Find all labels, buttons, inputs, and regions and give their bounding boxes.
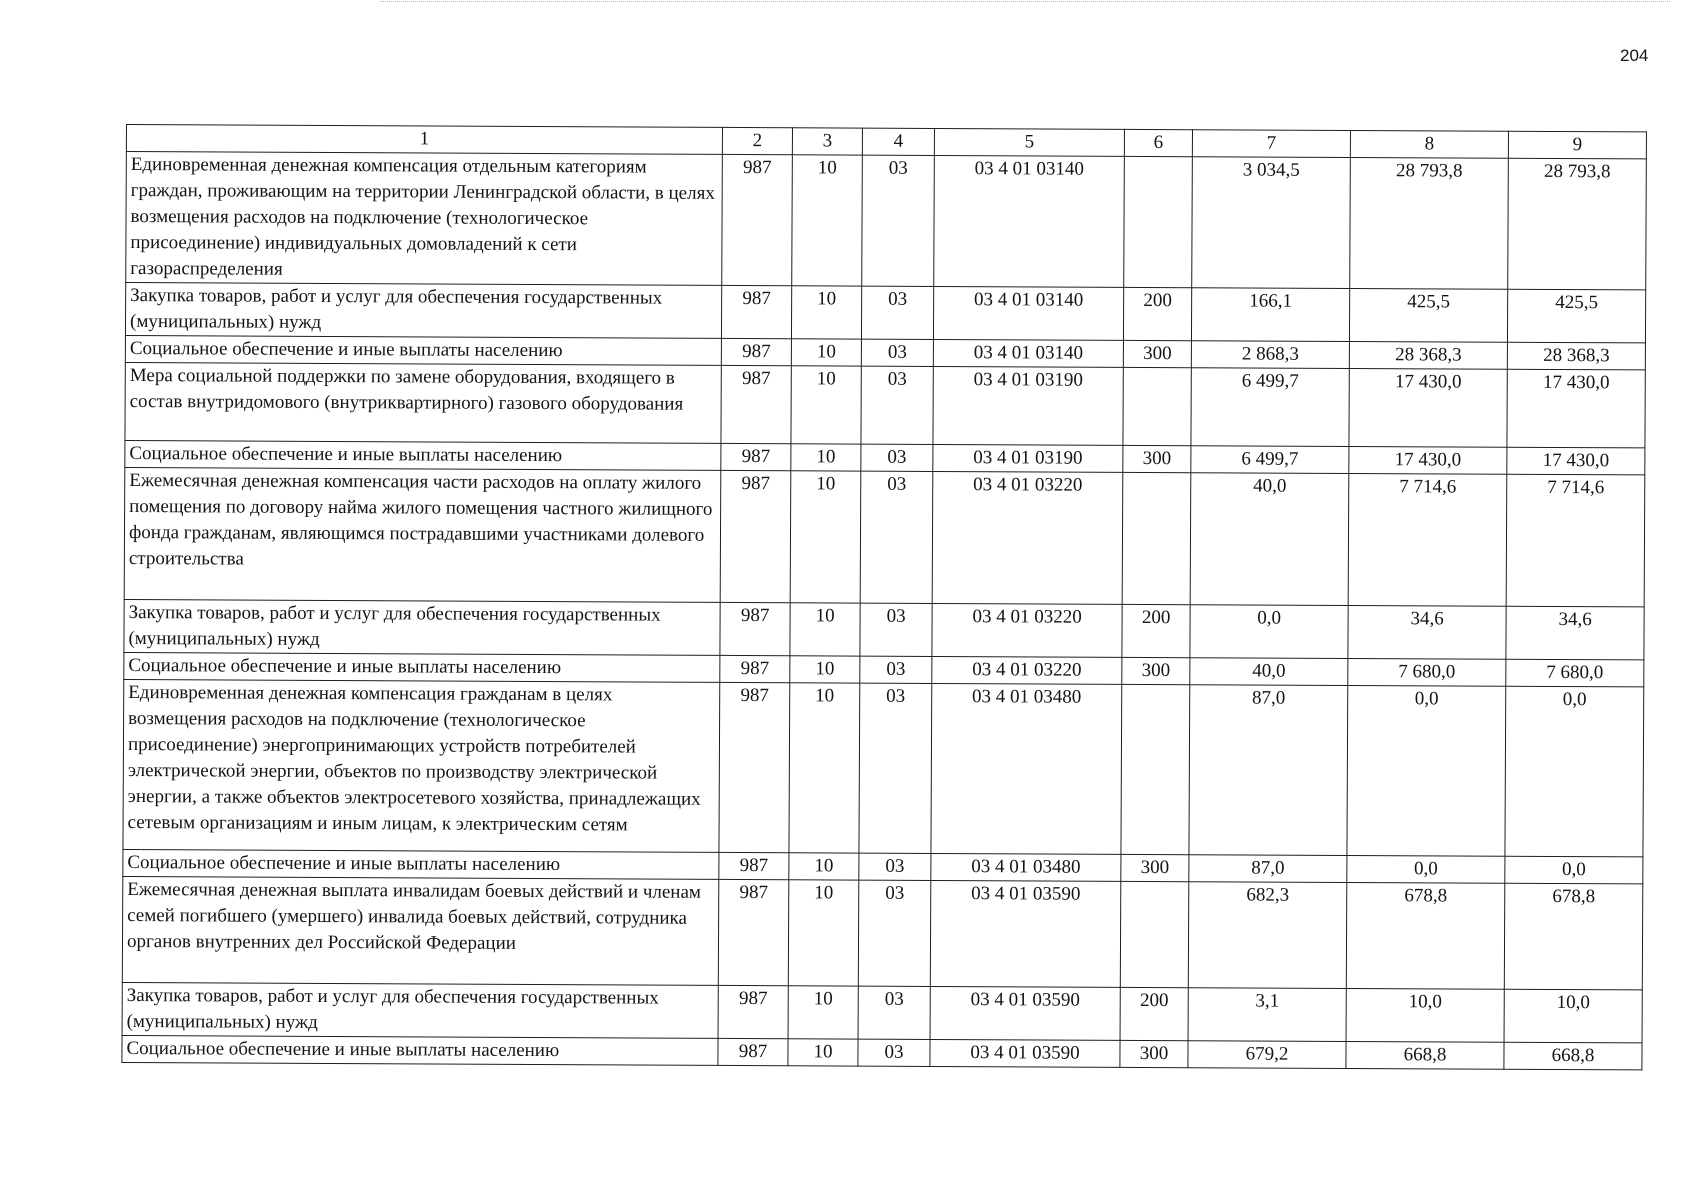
target-article-cell: 03 4 01 03590 — [930, 1039, 1120, 1067]
column-header: 3 — [792, 128, 862, 155]
amount-2025-cell: 425,5 — [1349, 288, 1507, 342]
section-cell: 10 — [792, 155, 863, 286]
amount-2024-cell: 6 499,7 — [1191, 446, 1349, 474]
subsection-cell: 03 — [861, 286, 933, 339]
subsection-cell: 03 — [861, 444, 933, 471]
amount-2026-cell: 17 430,0 — [1507, 447, 1645, 475]
amount-2024-cell: 3 034,5 — [1192, 157, 1351, 289]
section-cell: 10 — [790, 471, 861, 603]
amount-2025-cell: 28 368,3 — [1349, 341, 1507, 369]
expense-type-cell: 300 — [1122, 657, 1190, 684]
admin-code-cell: 987 — [721, 338, 791, 365]
amount-2026-cell: 7 714,6 — [1506, 474, 1645, 607]
target-article-cell: 03 4 01 03480 — [931, 853, 1121, 881]
target-article-cell: 03 4 01 03140 — [933, 286, 1123, 340]
row-description-cell: Социальное обеспечение и иные выплаты населению — [122, 1035, 718, 1065]
amount-2025-cell: 28 793,8 — [1350, 157, 1509, 289]
expense-type-cell — [1120, 881, 1189, 987]
target-article-cell: 03 4 01 03220 — [932, 471, 1123, 604]
budget-table — [121, 124, 1647, 1070]
table-row — [123, 679, 1644, 856]
amount-2026-cell: 668,8 — [1504, 1042, 1642, 1070]
column-header: 4 — [862, 128, 934, 155]
row-description-cell: Единовременная денежная компенсация отдельным категориям граждан, проживающим на территории Ленинградской области, в целях возмещения расходов на подключение (технологическое присоединение) индивидуальных домовладений к сети газораспределения — [126, 152, 723, 286]
expense-type-cell — [1121, 684, 1190, 854]
amount-2024-cell: 679,2 — [1188, 1041, 1346, 1069]
expense-type-cell: 300 — [1123, 445, 1191, 472]
amount-2026-cell: 17 430,0 — [1507, 369, 1645, 448]
subsection-cell: 03 — [858, 880, 931, 986]
row-description-cell: Социальное обеспечение и иные выплаты населению — [125, 335, 721, 365]
column-header: 1 — [126, 125, 722, 155]
table-body — [122, 152, 1646, 1070]
column-header: 9 — [1508, 131, 1646, 159]
admin-code-cell: 987 — [720, 602, 790, 655]
table-row — [124, 599, 1644, 659]
row-description-cell: Ежемесячная денежная компенсация части расходов на оплату жилого помещения по договору найма жилого помещения частного жилищного фонда гражданам, являющимся пострадавшими участниками долевого строительства — [124, 467, 721, 602]
subsection-cell: 03 — [861, 366, 933, 444]
amount-2026-cell: 425,5 — [1507, 289, 1645, 343]
target-article-cell: 03 4 01 03220 — [932, 603, 1122, 657]
expense-type-cell — [1123, 367, 1191, 445]
section-cell: 10 — [788, 1039, 858, 1066]
row-description-cell: Социальное обеспечение и иные выплаты населению — [123, 849, 719, 879]
section-cell: 10 — [789, 853, 859, 880]
target-article-cell: 03 4 01 03140 — [933, 339, 1123, 367]
section-cell: 10 — [791, 339, 861, 366]
section-cell: 10 — [791, 444, 861, 471]
amount-2025-cell: 17 430,0 — [1349, 368, 1507, 447]
admin-code-cell: 987 — [718, 1038, 788, 1065]
admin-code-cell: 987 — [722, 154, 793, 285]
amount-2026-cell: 34,6 — [1506, 606, 1644, 660]
row-description-cell: Закупка товаров, работ и услуг для обеспечения государственных (муниципальных) нужд — [124, 599, 720, 655]
amount-2024-cell: 87,0 — [1189, 855, 1347, 883]
admin-code-cell: 987 — [721, 365, 791, 443]
amount-2025-cell: 668,8 — [1346, 1041, 1504, 1069]
section-cell: 10 — [788, 880, 859, 986]
target-article-cell: 03 4 01 03190 — [933, 444, 1123, 472]
amount-2025-cell: 7 680,0 — [1348, 658, 1506, 686]
table-row — [125, 283, 1645, 343]
target-article-cell: 03 4 01 03590 — [930, 880, 1121, 987]
amount-2025-cell: 34,6 — [1348, 605, 1506, 659]
amount-2025-cell: 10,0 — [1346, 988, 1504, 1042]
subsection-cell: 03 — [858, 1039, 930, 1066]
amount-2024-cell: 87,0 — [1189, 685, 1348, 856]
admin-code-cell: 987 — [718, 985, 788, 1038]
amount-2026-cell: 10,0 — [1504, 989, 1642, 1043]
section-cell: 10 — [790, 603, 860, 656]
row-description-cell: Единовременная денежная компенсация гражданам в целях возмещения расходов на подключение (технологическое присоединение) энергопринимающих устройств потребителей электрической энергии, объектов по производству электрической энергии, а также объектов электросетевого хозяйства, принадлежащих сетевым организациям и иным лицам, к электрическим сетям — [123, 679, 720, 852]
expense-type-cell: 200 — [1122, 604, 1190, 657]
table-row — [122, 982, 1642, 1042]
expense-type-cell: 300 — [1123, 340, 1191, 367]
subsection-cell: 03 — [860, 471, 933, 603]
scan-edge-line — [380, 1, 1670, 2]
admin-code-cell: 987 — [719, 682, 790, 852]
subsection-cell: 03 — [860, 603, 932, 656]
target-article-cell: 03 4 01 03220 — [932, 656, 1122, 684]
row-description-cell: Закупка товаров, работ и услуг для обеспечения государственных (муниципальных) нужд — [122, 982, 718, 1038]
column-header: 5 — [934, 128, 1124, 156]
row-description-cell: Ежемесячная денежная выплата инвалидам боевых действий и членам семей погибшего (умершего) инвалида боевых действий, сотрудника органов внутренних дел Российской Федерации — [122, 876, 719, 985]
amount-2024-cell: 0,0 — [1190, 605, 1348, 659]
column-header: 2 — [722, 127, 792, 154]
expense-type-cell: 300 — [1121, 854, 1189, 881]
amount-2026-cell: 0,0 — [1505, 856, 1643, 884]
expense-type-cell: 300 — [1120, 1040, 1188, 1067]
amount-2024-cell: 3,1 — [1188, 988, 1346, 1042]
subsection-cell: 03 — [859, 853, 931, 880]
section-cell: 10 — [790, 656, 860, 683]
expense-type-cell: 200 — [1120, 987, 1188, 1040]
amount-2025-cell: 17 430,0 — [1349, 446, 1507, 474]
section-cell: 10 — [791, 286, 861, 339]
expense-type-cell: 200 — [1123, 287, 1191, 340]
subsection-cell: 03 — [860, 656, 932, 683]
amount-2024-cell: 2 868,3 — [1191, 341, 1349, 369]
expense-type-cell — [1124, 156, 1193, 287]
subsection-cell: 03 — [861, 339, 933, 366]
amount-2024-cell: 682,3 — [1188, 882, 1347, 989]
amount-2026-cell: 7 680,0 — [1506, 659, 1644, 687]
subsection-cell: 03 — [858, 986, 930, 1039]
row-description-cell: Закупка товаров, работ и услуг для обеспечения государственных (муниципальных) нужд — [125, 283, 721, 339]
subsection-cell: 03 — [862, 155, 935, 286]
amount-2024-cell: 166,1 — [1191, 288, 1349, 342]
amount-2025-cell: 7 714,6 — [1348, 473, 1507, 606]
amount-2025-cell: 678,8 — [1346, 882, 1505, 989]
amount-2026-cell: 678,8 — [1504, 883, 1643, 990]
page-number: 204 — [1620, 46, 1649, 65]
amount-2025-cell: 0,0 — [1347, 685, 1506, 856]
column-header: 7 — [1192, 130, 1350, 158]
section-cell: 10 — [789, 683, 860, 853]
amount-2025-cell: 0,0 — [1347, 855, 1505, 883]
amount-2026-cell: 0,0 — [1505, 686, 1644, 857]
table-row — [125, 362, 1645, 447]
subsection-cell: 03 — [859, 683, 932, 853]
admin-code-cell: 987 — [721, 285, 791, 338]
admin-code-cell: 987 — [720, 470, 791, 602]
amount-2026-cell: 28 368,3 — [1507, 342, 1645, 370]
amount-2024-cell: 6 499,7 — [1191, 368, 1349, 447]
section-cell: 10 — [788, 986, 858, 1039]
admin-code-cell: 987 — [718, 879, 789, 985]
section-cell: 10 — [791, 366, 861, 444]
row-description-cell: Мера социальной поддержки по замене оборудования, входящего в состав внутридомового (внутриквартирного) газового оборудования — [125, 362, 721, 443]
admin-code-cell: 987 — [720, 655, 790, 682]
admin-code-cell: 987 — [719, 852, 789, 879]
table-row — [124, 467, 1645, 606]
row-description-cell: Социальное обеспечение и иные выплаты населению — [124, 652, 720, 682]
amount-2026-cell: 28 793,8 — [1508, 158, 1647, 290]
row-description-cell: Социальное обеспечение и иные выплаты населению — [125, 440, 721, 470]
expense-type-cell — [1122, 472, 1191, 604]
table-row — [126, 152, 1647, 290]
column-header: 6 — [1124, 129, 1192, 156]
amount-2024-cell: 40,0 — [1190, 473, 1349, 606]
target-article-cell: 03 4 01 03190 — [933, 366, 1123, 445]
column-header: 8 — [1350, 130, 1508, 158]
target-article-cell: 03 4 01 03480 — [931, 683, 1122, 854]
table-row — [122, 876, 1642, 989]
target-article-cell: 03 4 01 03590 — [930, 986, 1120, 1040]
admin-code-cell: 987 — [721, 443, 791, 470]
amount-2024-cell: 40,0 — [1190, 658, 1348, 686]
target-article-cell: 03 4 01 03140 — [934, 155, 1125, 287]
